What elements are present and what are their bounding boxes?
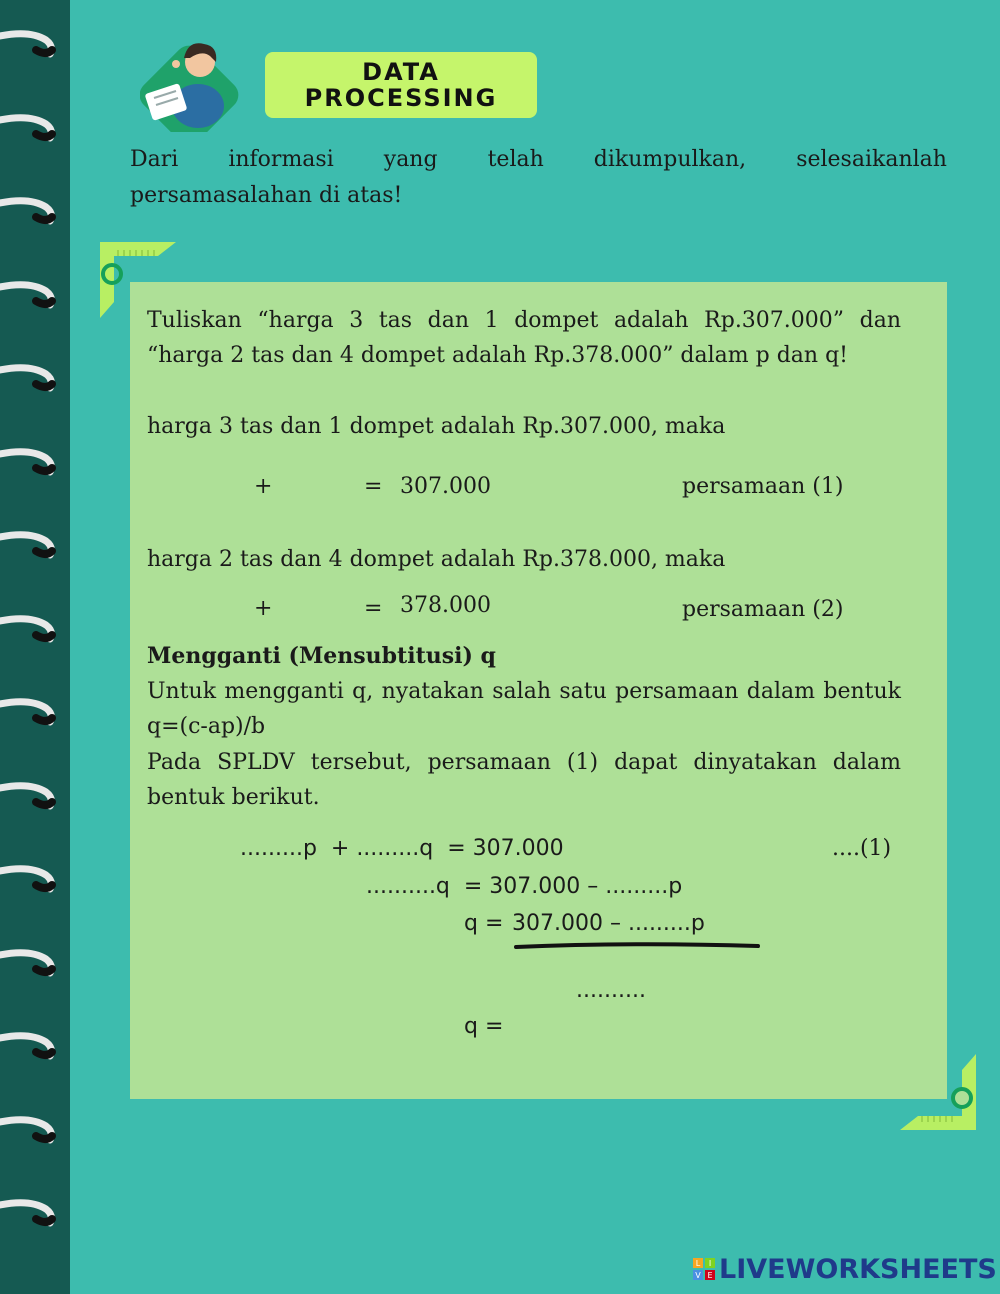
thinking-student-icon [140,28,240,132]
instruction-text: Tuliskan “harga 3 tas dan 1 dompet adalah Rp.307.000” dan “harga 2 tas dan 4 dompet adalah Rp.378.000” dalam p dan q! [147,308,901,368]
logo-letter: I [708,1259,712,1268]
work-line-2: ..........q = 307.000 – .........p [366,874,683,899]
spiral-ring-icon [0,863,58,897]
intro-word: dikumpulkan, [593,147,747,172]
eq1-equals: = [364,474,383,499]
work-line-3-prefix: q = [464,911,504,936]
logo-letter: V [695,1271,701,1280]
eq2-equals: = [364,596,383,621]
eq2-label: persamaan (2) [682,597,844,622]
intro-paragraph [130,142,947,214]
title-line-1: DATA [362,58,440,86]
intro-word: telah [487,147,544,172]
intro-line-1 [130,142,947,178]
spiral-ring-icon [0,780,58,814]
statement-2: harga 2 tas dan 4 dompet adalah Rp.378.000, maka [147,547,726,572]
spiral-ring-icon [0,529,58,563]
fraction-bar [512,938,762,954]
section-text-1: Untuk mengganti q, nyatakan salah satu persamaan dalam bentuk q=(c-ap)/b [147,679,901,739]
eq2-value: 378.000 [400,593,491,618]
spiral-ring-icon [0,112,58,146]
work-denominator: .......... [576,978,646,1003]
logo-letter: L [695,1259,701,1268]
spiral-ring-icon [0,446,58,480]
work-line-3-numerator: 307.000 – .........p [512,911,705,936]
section-text-2: Pada SPLDV tersebut, persamaan (1) dapat dinyatakan dalam bentuk berikut. [147,750,901,810]
ruler-corner-bottom-right-icon [898,1052,978,1132]
spiral-ring-icon [0,1197,58,1231]
spiral-ring-icon [0,947,58,981]
eq2-plus: + [254,596,273,621]
statement-1: harga 3 tas dan 1 dompet adalah Rp.307.000, maka [147,414,726,439]
work-result: q = [464,1014,504,1039]
eq1-plus: + [254,474,273,499]
spiral-ring-icon [0,1030,58,1064]
intro-word: Dari [130,147,179,172]
logo-letter: E [707,1271,713,1280]
work-line-1-tag: ....(1) [832,836,892,861]
title-line-2: PROCESSING [304,84,498,112]
spiral-ring-icon [0,1114,58,1148]
spiral-ring-icon [0,28,58,62]
liveworksheets-logo-icon [693,1258,715,1280]
intro-line-2: persamasalahan di atas! [130,183,403,208]
intro-word: yang [383,147,438,172]
spiral-ring-icon [0,696,58,730]
spiral-ring-icon [0,279,58,313]
intro-word: informasi [228,147,334,172]
liveworksheets-watermark [693,1254,997,1284]
eq1-value: 307.000 [400,474,491,499]
spiral-ring-icon [0,362,58,396]
work-line-1: .........p + .........q = 307.000 [240,836,564,861]
spiral-ring-icon [0,195,58,229]
eq1-label: persamaan (1) [682,474,844,499]
title-badge [265,52,537,118]
spiral-ring-icon [0,613,58,647]
section-title: Mengganti (Mensubtitusi) q [147,643,496,669]
watermark-text: LIVEWORKSHEETS [719,1253,997,1285]
intro-word: selesaikanlah [796,147,947,172]
section-header [140,28,540,132]
